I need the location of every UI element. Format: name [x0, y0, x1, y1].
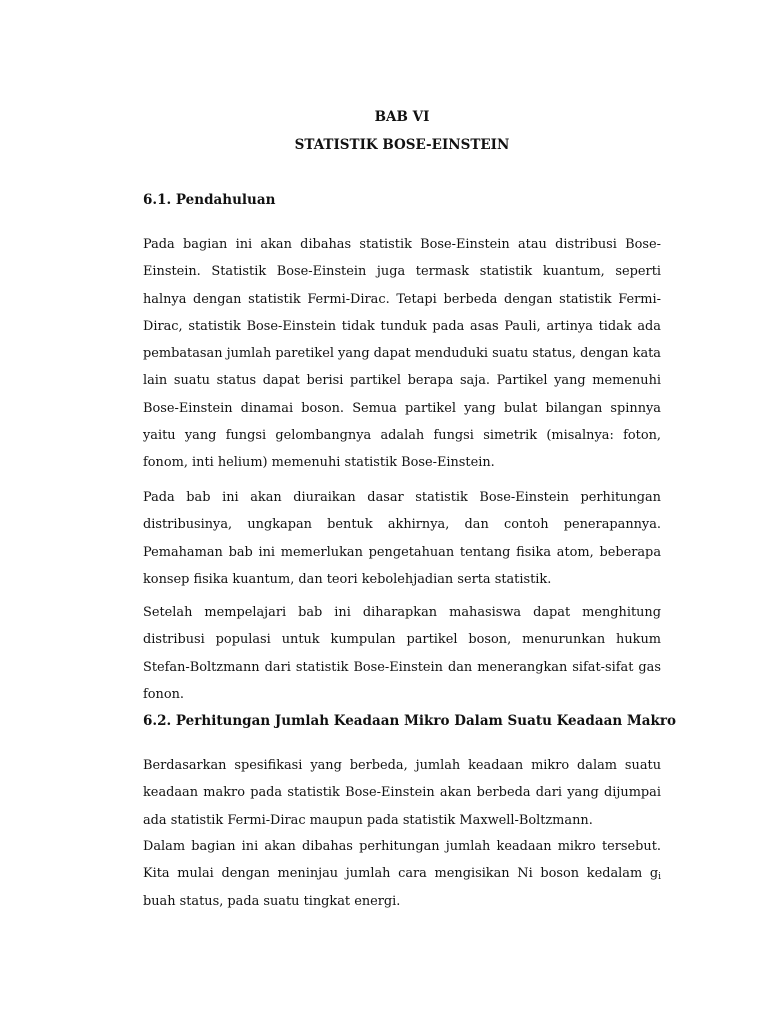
paragraph-microstates-2-start: Dalam bagian ini akan dibahas perhitungan jumlah keadaan mikro tersebut. Kita mulai dengan meninjau jumlah cara mengisikan Ni boson kedalam g [143, 839, 661, 882]
section-heading-6-2: 6.2. Perhitungan Jumlah Keadaan Mikro Dalam Suatu Keadaan Makro [143, 713, 676, 729]
paragraph-microstates-2-end: buah status, pada suatu tingkat energi. [143, 893, 401, 909]
paragraph-intro-1: Pada bagian ini akan dibahas statistik Bose-Einstein atau distribusi Bose-Einstein. Statistik Bose-Einstein juga termask statistik kuantum, seperti halnya dengan statistik Fermi-Dirac. Tetapi berbeda dengan statistik Fermi-Dirac, statistik Bose-Einstein tidak tunduk pada asas Pauli, artinya tidak ada pembatasan jumlah paretikel yang dapat menduduki suatu status, dengan kata lain suatu status dapat berisi partikel berapa saja. Partikel yang memenuhi Bose-Einstein dinamai boson. Semua partikel yang bulat bilangan spinnya yaitu yang fungsi gelombangnya adalah fungsi simetrik (misalnya: foton, fonom, inti helium) memenuhi statistik Bose-Einstein. [143, 237, 661, 471]
chapter-number: BAB VI [374, 109, 430, 125]
paragraph-intro-3: Setelah mempelajari bab ini diharapkan mahasiswa dapat menghitung distribusi populasi untuk kumpulan partikel boson, menurunkan hukum Stefan-Boltzmann dari statistik Bose-Einstein dan menerangkan sifat-sifat gas fonon. [143, 605, 661, 702]
paragraph-microstates-2 [143, 833, 661, 915]
subscript-i: i [658, 872, 661, 883]
paragraph-intro-2: Pada bab ini akan diuraikan dasar statistik Bose-Einstein perhitungan distribusinya, ungkapan bentuk akhirnya, dan contoh penerapannya. Pemahaman bab ini memerlukan pengetahuan tentang fisika atom, beberapa konsep fisika kuantum, dan teori kebolehjadian serta statistik. [143, 490, 661, 587]
section-heading-6-1: 6.1. Pendahuluan [143, 192, 276, 208]
paragraph-microstates-1: Berdasarkan spesifikasi yang berbeda, jumlah keadaan mikro dalam suatu keadaan makro pada statistik Bose-Einstein akan berbeda dari yang dijumpai ada statistik Fermi-Dirac maupun pada statistik Maxwell-Boltzmann. [143, 758, 661, 828]
chapter-title: STATISTIK BOSE-EINSTEIN [294, 137, 510, 153]
